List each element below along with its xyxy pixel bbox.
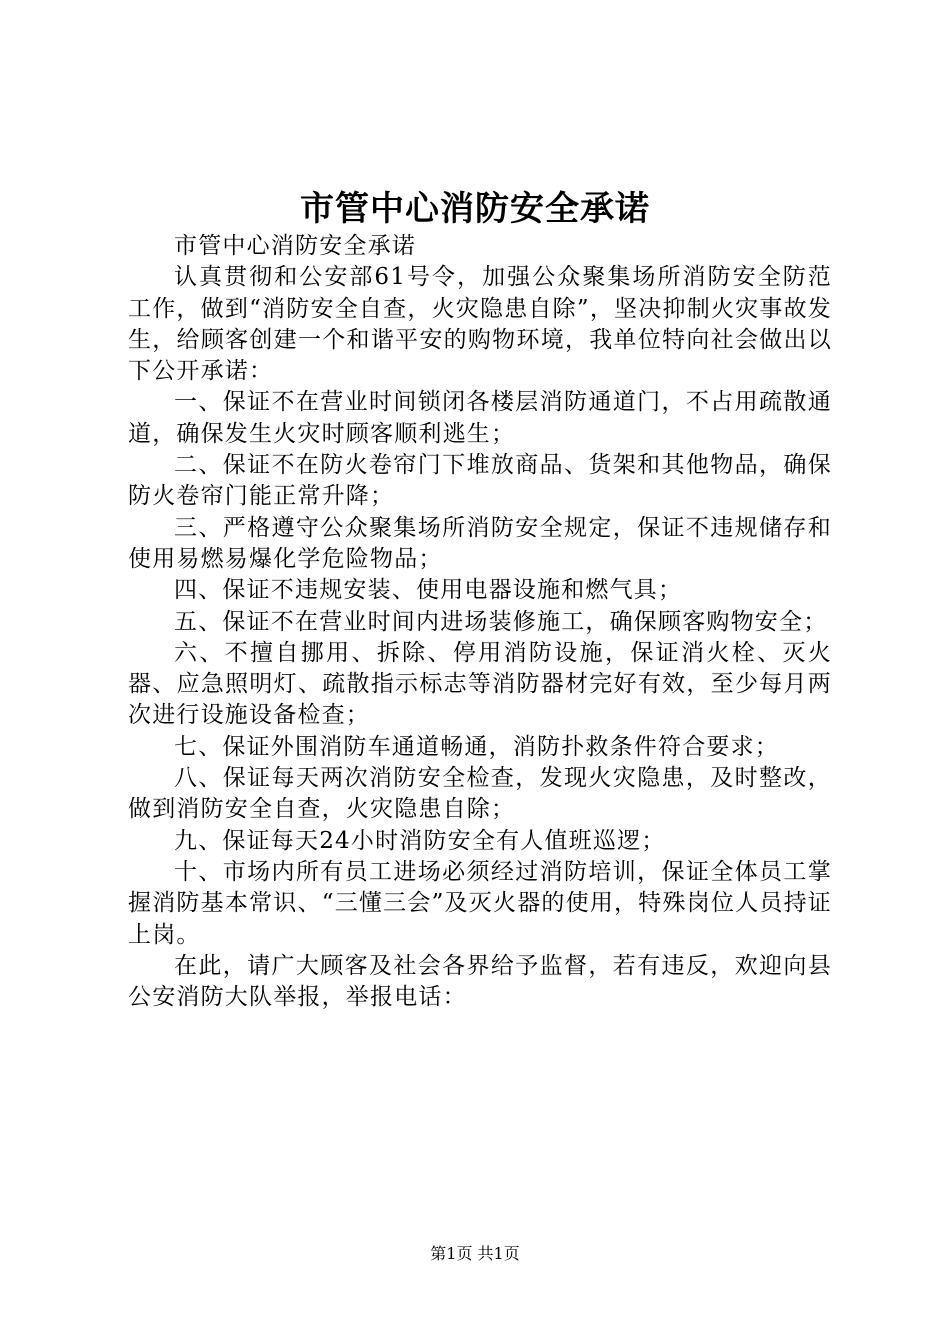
paragraph-item-9: 九、保证每天24小时消防安全有人值班巡逻； [174,827,666,854]
paragraph-closing: 在此，请广大顾客及社会各界给予监督，若有违反，欢迎向县公安消防大队举报，举报电话： [128,952,832,1011]
paragraph-item-4: 四、保证不违规安装、使用电器设施和燃气具； [174,577,683,604]
paragraph-intro: 认真贯彻和公安部61号令，加强公众聚集场所消防安全防范工作，做到“消防安全自查，火灾隐患自除”，坚决抑制火灾事故发生，给顾客创建一个和谐平安的购物环境，我单位特向社会做出以下公开承诺： [128,264,832,385]
paragraph-item-2: 二、保证不在防火卷帘门下堆放商品、货架和其他物品，确保防火卷帘门能正常升降； [128,452,832,510]
paragraph-item-6: 六、不擅自挪用、拆除、停用消防设施，保证消火栓、灭火器、应急照明灯、疏散指示标志等消防器材完好有效，至少每月两次进行设施设备检查； [128,639,832,729]
paragraph-item-7: 七、保证外围消防车通道畅通，消防扑救条件符合要求； [174,733,779,760]
paragraph-item-10: 十、市场内所有员工进场必须经过消防培训，保证全体员工掌握消防基本常识、“三懂三会”及灭火器的使用，特殊岗位人员持证上岗。 [128,858,832,948]
paragraph-heading-repeat: 市管中心消防安全承诺 [174,233,416,259]
paragraph-item-1: 一、保证不在营业时间锁闭各楼层消防通道门，不占用疏散通道，确保发生火灾时顾客顺利逃生； [128,389,832,447]
paragraph-item-5: 五、保证不在营业时间内进场装修施工，确保顾客购物安全； [174,608,828,635]
paragraph-item-3: 三、严格遵守公众聚集场所消防安全规定，保证不违规储存和使用易燃易爆化学危险物品； [128,514,832,572]
paragraph-item-8: 八、保证每天两次消防安全检查，发现火灾隐患，及时整改，做到消防安全自查，火灾隐患自除； [128,765,832,823]
document-body [128,231,832,1013]
document-title: 市管中心消防安全承诺 [300,189,650,229]
page-number-footer: 第1页 共1页 [430,1244,520,1263]
